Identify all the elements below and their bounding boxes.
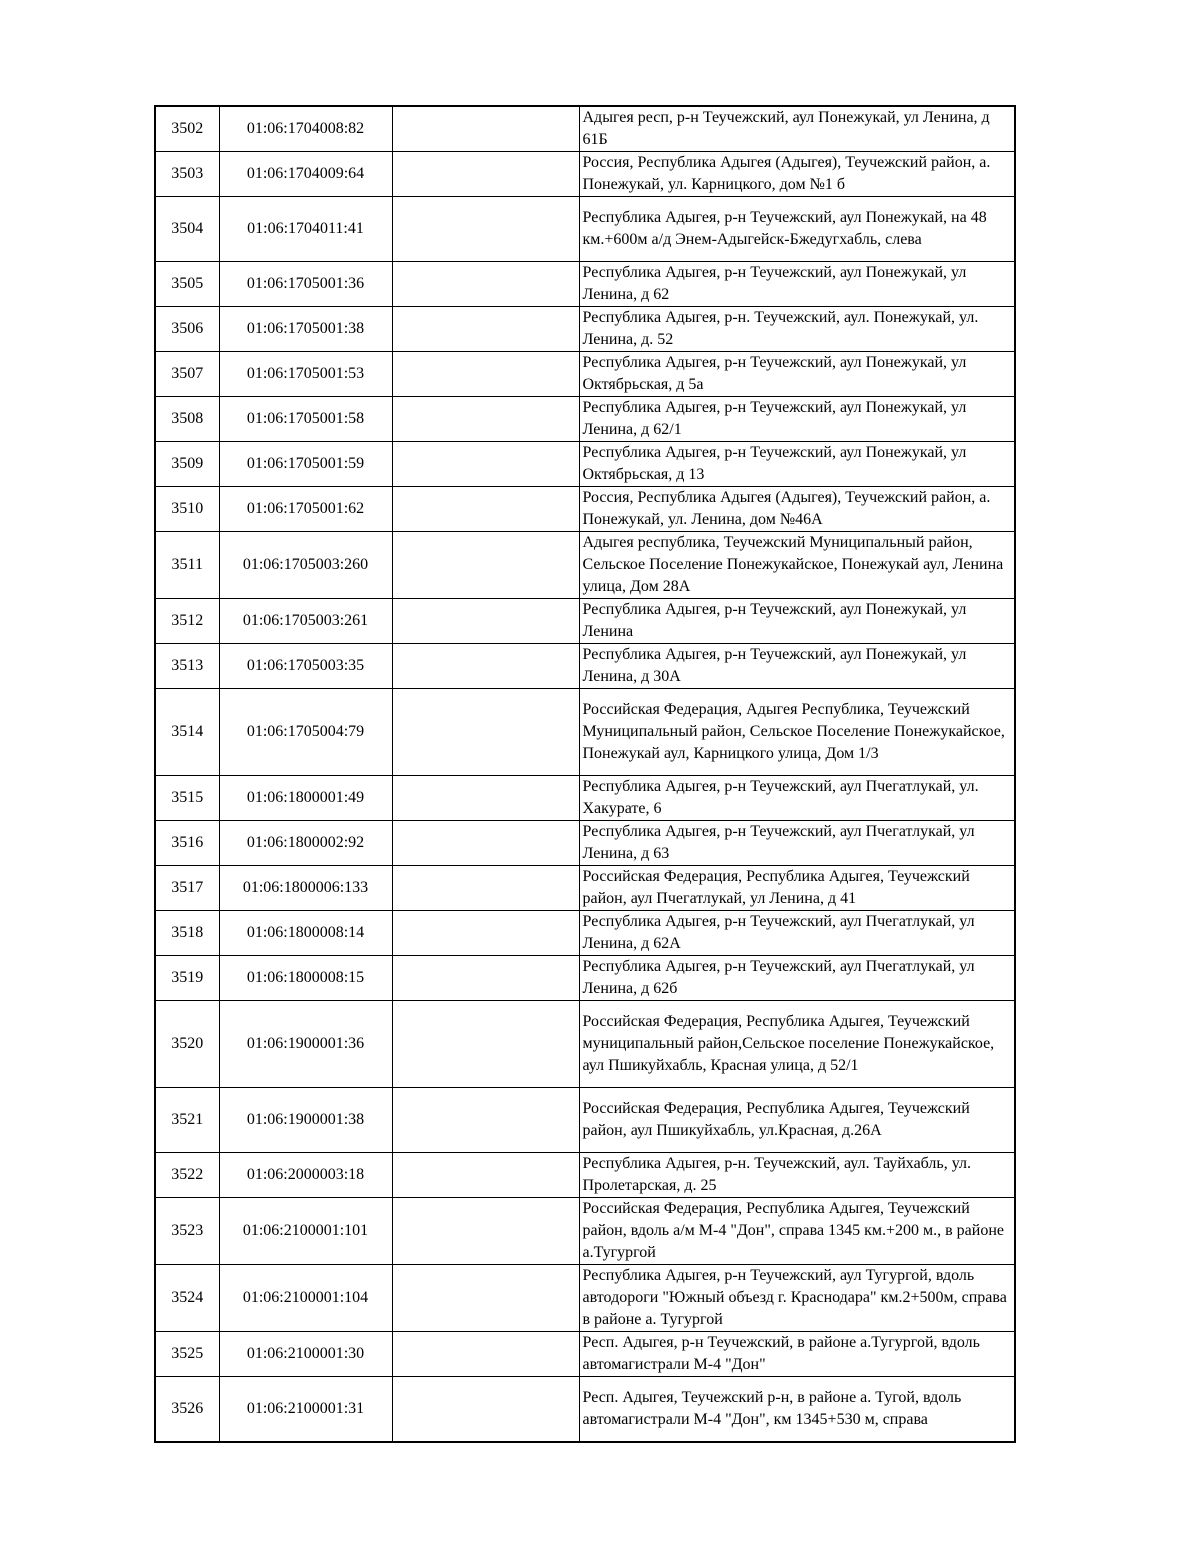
address-cell: Российская Федерация, Республика Адыгея, Теучежский муниципальный район,Сельское поселение Понежукайское, аул Пшикуйхабль, Красная улица, д 52/1 [579, 1001, 1015, 1088]
table-row [155, 644, 1015, 689]
row-number-cell: 3515 [155, 776, 219, 821]
empty-cell [392, 197, 579, 262]
cadastral-number-cell: 01:06:1704009:64 [219, 152, 392, 197]
address-cell: Респ. Адыгея, Теучежский р-н, в районе а. Тугой, вдоль автомагистрали М-4 "Дон", км 1345+530 м, справа [579, 1377, 1015, 1442]
cadastral-number-cell: 01:06:2100001:31 [219, 1377, 392, 1442]
address-cell: Россия, Республика Адыгея (Адыгея), Теучежский район, а. Понежукай, ул. Карницкого, дом №1 б [579, 152, 1015, 197]
row-number-cell: 3507 [155, 352, 219, 397]
table-row [155, 911, 1015, 956]
cadastral-number-cell: 01:06:2100001:101 [219, 1198, 392, 1265]
cadastral-number-cell: 01:06:2100001:104 [219, 1265, 392, 1332]
table-row [155, 956, 1015, 1001]
table-row [155, 1088, 1015, 1153]
row-number-cell: 3504 [155, 197, 219, 262]
empty-cell [392, 1001, 579, 1088]
cadastral-number-cell: 01:06:1800001:49 [219, 776, 392, 821]
table-row [155, 1332, 1015, 1377]
address-cell: Российская Федерация, Республика Адыгея, Теучежский район, вдоль а/м М-4 "Дон", справа 1345 км.+200 м., в районе а.Тугургой [579, 1198, 1015, 1265]
cadastral-number-cell: 01:06:2100001:30 [219, 1332, 392, 1377]
table-row [155, 1153, 1015, 1198]
cadastral-number-cell: 01:06:1900001:38 [219, 1088, 392, 1153]
row-number-cell: 3516 [155, 821, 219, 866]
empty-cell [392, 397, 579, 442]
table-row [155, 106, 1015, 152]
empty-cell [392, 106, 579, 152]
registry-table [154, 105, 1016, 1443]
address-cell: Российская Федерация, Республика Адыгея, Теучежский район, аул Пчегатлукай, ул Ленина, д 41 [579, 866, 1015, 911]
cadastral-number-cell: 01:06:1800002:92 [219, 821, 392, 866]
address-cell: Республика Адыгея, р-н Теучежский, аул Понежукай, ул Ленина [579, 599, 1015, 644]
address-cell: Республика Адыгея, р-н Теучежский, аул Тугургой, вдоль автодороги "Южный объезд г. Краснодара" км.2+500м, справа в районе а. Тугургой [579, 1265, 1015, 1332]
address-cell: Республика Адыгея, р-н Теучежский, аул Понежукай, ул Ленина, д 30А [579, 644, 1015, 689]
table-row [155, 532, 1015, 599]
row-number-cell: 3505 [155, 262, 219, 307]
address-cell: Адыгея республика, Теучежский Муниципальный район, Сельское Поселение Понежукайское, Понежукай аул, Ленина улица, Дом 28А [579, 532, 1015, 599]
row-number-cell: 3523 [155, 1198, 219, 1265]
empty-cell [392, 1153, 579, 1198]
empty-cell [392, 352, 579, 397]
table-row [155, 599, 1015, 644]
address-cell: Республика Адыгея, р-н Теучежский, аул Пчегатлукай, ул Ленина, д 62А [579, 911, 1015, 956]
empty-cell [392, 1265, 579, 1332]
empty-cell [392, 487, 579, 532]
row-number-cell: 3520 [155, 1001, 219, 1088]
empty-cell [392, 1377, 579, 1442]
row-number-cell: 3518 [155, 911, 219, 956]
row-number-cell: 3511 [155, 532, 219, 599]
table-row [155, 197, 1015, 262]
table-row [155, 689, 1015, 776]
table-row [155, 1377, 1015, 1442]
cadastral-number-cell: 01:06:1705003:260 [219, 532, 392, 599]
registry-table-body [155, 106, 1015, 1442]
table-row [155, 442, 1015, 487]
address-cell: Республика Адыгея, р-н Теучежский, аул Пчегатлукай, ул. Хакурате, 6 [579, 776, 1015, 821]
table-row [155, 1198, 1015, 1265]
table-row [155, 1001, 1015, 1088]
row-number-cell: 3519 [155, 956, 219, 1001]
table-row [155, 487, 1015, 532]
table-row [155, 776, 1015, 821]
table-row [155, 821, 1015, 866]
row-number-cell: 3513 [155, 644, 219, 689]
address-cell: Российская Федерация, Адыгея Республика, Теучежский Муниципальный район, Сельское Поселение Понежукайское, Понежукай аул, Карницкого улица, Дом 1/3 [579, 689, 1015, 776]
cadastral-number-cell: 01:06:1704008:82 [219, 106, 392, 152]
empty-cell [392, 956, 579, 1001]
empty-cell [392, 866, 579, 911]
empty-cell [392, 262, 579, 307]
empty-cell [392, 1198, 579, 1265]
address-cell: Республика Адыгея, р-н. Теучежский, аул. Тауйхабль, ул. Пролетарская, д. 25 [579, 1153, 1015, 1198]
empty-cell [392, 911, 579, 956]
cadastral-number-cell: 01:06:1800008:14 [219, 911, 392, 956]
table-row [155, 397, 1015, 442]
empty-cell [392, 152, 579, 197]
address-cell: Республика Адыгея, р-н Теучежский, аул Понежукай, на 48 км.+600м а/д Энем-Адыгейск-Бжедугхабль, слева [579, 197, 1015, 262]
row-number-cell: 3509 [155, 442, 219, 487]
address-cell: Республика Адыгея, р-н Теучежский, аул Понежукай, ул Октябрьская, д 5а [579, 352, 1015, 397]
empty-cell [392, 821, 579, 866]
row-number-cell: 3503 [155, 152, 219, 197]
address-cell: Республика Адыгея, р-н Теучежский, аул Понежукай, ул Октябрьская, д 13 [579, 442, 1015, 487]
table-row [155, 152, 1015, 197]
cadastral-number-cell: 01:06:2000003:18 [219, 1153, 392, 1198]
row-number-cell: 3506 [155, 307, 219, 352]
empty-cell [392, 1088, 579, 1153]
row-number-cell: 3524 [155, 1265, 219, 1332]
cadastral-number-cell: 01:06:1705003:35 [219, 644, 392, 689]
empty-cell [392, 644, 579, 689]
table-row [155, 262, 1015, 307]
table-row [155, 866, 1015, 911]
address-cell: Республика Адыгея, р-н Теучежский, аул Понежукай, ул Ленина, д 62 [579, 262, 1015, 307]
address-cell: Республика Адыгея, р-н. Теучежский, аул. Понежукай, ул. Ленина, д. 52 [579, 307, 1015, 352]
address-cell: Респ. Адыгея, р-н Теучежский, в районе а.Тугургой, вдоль автомагистрали М-4 "Дон" [579, 1332, 1015, 1377]
address-cell: Республика Адыгея, р-н Теучежский, аул Пчегатлукай, ул Ленина, д 62б [579, 956, 1015, 1001]
cadastral-number-cell: 01:06:1705001:53 [219, 352, 392, 397]
empty-cell [392, 307, 579, 352]
address-cell: Российская Федерация, Республика Адыгея, Теучежский район, аул Пшикуйхабль, ул.Красная, д.26А [579, 1088, 1015, 1153]
address-cell: Республика Адыгея, р-н Теучежский, аул Пчегатлукай, ул Ленина, д 63 [579, 821, 1015, 866]
empty-cell [392, 776, 579, 821]
empty-cell [392, 532, 579, 599]
cadastral-number-cell: 01:06:1705001:59 [219, 442, 392, 487]
table-row [155, 1265, 1015, 1332]
cadastral-number-cell: 01:06:1705004:79 [219, 689, 392, 776]
row-number-cell: 3508 [155, 397, 219, 442]
row-number-cell: 3525 [155, 1332, 219, 1377]
cadastral-number-cell: 01:06:1800008:15 [219, 956, 392, 1001]
row-number-cell: 3502 [155, 106, 219, 152]
row-number-cell: 3512 [155, 599, 219, 644]
cadastral-number-cell: 01:06:1800006:133 [219, 866, 392, 911]
row-number-cell: 3517 [155, 866, 219, 911]
cadastral-number-cell: 01:06:1705001:62 [219, 487, 392, 532]
table-row [155, 307, 1015, 352]
cadastral-number-cell: 01:06:1705001:38 [219, 307, 392, 352]
address-cell: Россия, Республика Адыгея (Адыгея), Теучежский район, а. Понежукай, ул. Ленина, дом №46А [579, 487, 1015, 532]
empty-cell [392, 689, 579, 776]
table-row [155, 352, 1015, 397]
row-number-cell: 3521 [155, 1088, 219, 1153]
row-number-cell: 3510 [155, 487, 219, 532]
address-cell: Адыгея респ, р-н Теучежский, аул Понежукай, ул Ленина, д 61Б [579, 106, 1015, 152]
empty-cell [392, 442, 579, 487]
cadastral-number-cell: 01:06:1705003:261 [219, 599, 392, 644]
row-number-cell: 3526 [155, 1377, 219, 1442]
cadastral-number-cell: 01:06:1900001:36 [219, 1001, 392, 1088]
row-number-cell: 3522 [155, 1153, 219, 1198]
empty-cell [392, 1332, 579, 1377]
cadastral-number-cell: 01:06:1705001:58 [219, 397, 392, 442]
cadastral-number-cell: 01:06:1704011:41 [219, 197, 392, 262]
cadastral-number-cell: 01:06:1705001:36 [219, 262, 392, 307]
empty-cell [392, 599, 579, 644]
row-number-cell: 3514 [155, 689, 219, 776]
address-cell: Республика Адыгея, р-н Теучежский, аул Понежукай, ул Ленина, д 62/1 [579, 397, 1015, 442]
